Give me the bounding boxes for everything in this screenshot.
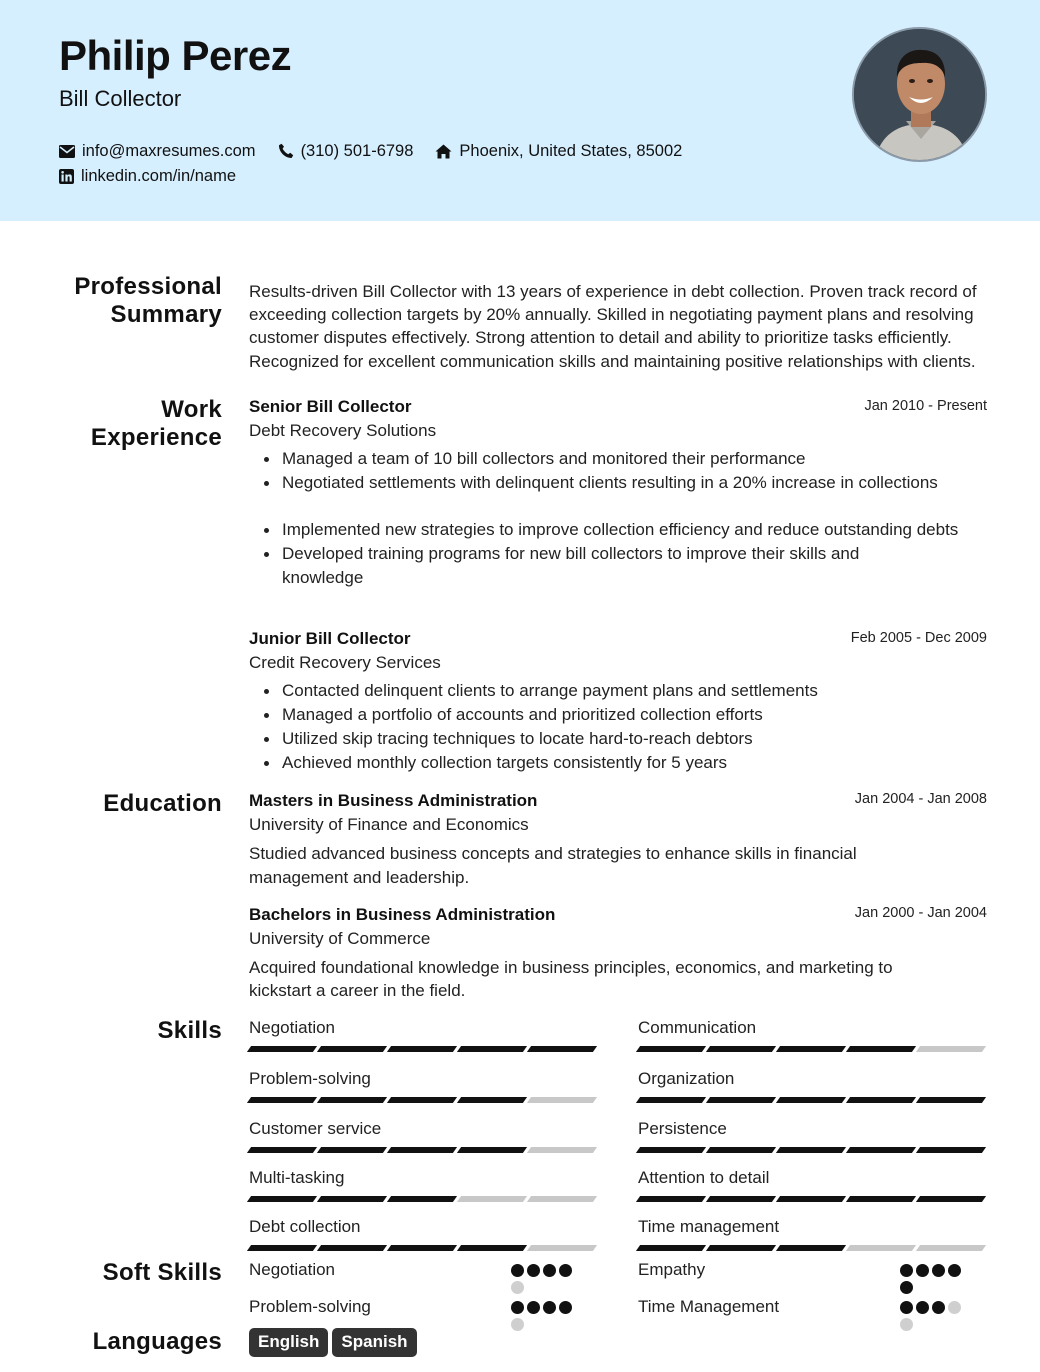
skill-bar-segment [776,1147,846,1153]
skill-bar-segment [636,1196,706,1202]
work-heading: Work Experience [90,396,222,451]
skill-bar-segment [387,1196,457,1202]
skill-bar-segment [706,1097,776,1103]
skill-level-bar [249,1245,599,1251]
list-item: Achieved monthly collection targets consistently for 5 years [262,751,987,775]
soft-skill-name: Problem-solving [249,1297,371,1316]
skill-name: Negotiation [249,1018,336,1037]
degree-title: Masters in Business Administration [249,791,538,810]
job-dates: Jan 2010 - Present [864,398,987,414]
skill-name: Persistence [638,1119,727,1138]
skill-bar-segment [387,1147,457,1153]
profile-photo [852,27,987,162]
skill-item [638,1119,988,1153]
soft-skill-name: Time Management [638,1297,780,1316]
list-item: Implemented new strategies to improve collection efficiency and reduce outstanding debts [262,518,987,542]
job-entry [249,629,987,775]
skill-bar-segment [846,1097,916,1103]
job-title: Junior Bill Collector [249,629,411,648]
rating-dot [543,1301,556,1314]
education-entry [249,905,987,1002]
skill-bar-segment [387,1097,457,1103]
skill-name: Problem-solving [249,1069,371,1088]
location-text: Phoenix, United States, 85002 [459,141,683,160]
skill-bar-segment [636,1245,706,1251]
skill-bar-segment [317,1147,387,1153]
skill-name: Attention to detail [638,1168,770,1187]
skill-bar-segment [636,1147,706,1153]
rating-dot [948,1301,961,1314]
languages-heading: Languages [92,1328,222,1355]
rating-dot [932,1264,945,1277]
skill-bar-segment [317,1245,387,1251]
skill-bar-segment [916,1196,986,1202]
skill-item [638,1217,988,1251]
skill-bar-segment [247,1097,317,1103]
skill-bar-segment [846,1046,916,1052]
soft-skill-rating [900,1301,975,1331]
soft-skill-name: Negotiation [249,1260,336,1279]
skill-item [638,1018,988,1052]
skill-level-bar [638,1097,988,1103]
skill-bar-segment [706,1046,776,1052]
email-contact[interactable] [59,142,256,161]
soft-skill-rating [511,1301,586,1331]
summary-heading: Professional Summary [74,273,222,328]
skill-bar-segment [846,1147,916,1153]
skills-heading: Skills [157,1017,222,1044]
skill-item [249,1119,599,1153]
rating-dot [916,1301,929,1314]
language-badge: English [249,1328,328,1357]
soft-skill-rating [900,1264,975,1294]
skill-item [249,1168,599,1202]
school-name: University of Commerce [249,929,431,948]
email-text: info@maxresumes.com [82,141,256,160]
linkedin-icon [59,169,74,184]
skill-bar-segment [527,1196,597,1202]
skill-level-bar [249,1046,599,1052]
candidate-title: Bill Collector [59,86,182,111]
skill-bar-segment [457,1196,527,1202]
degree-title: Bachelors in Business Administration [249,905,556,924]
skill-level-bar [638,1147,988,1153]
phone-text: (310) 501-6798 [300,141,414,160]
contact-info [59,139,704,189]
skill-bar-segment [457,1097,527,1103]
rating-dot [527,1264,540,1277]
education-entry [249,791,987,890]
rating-dot [900,1301,913,1314]
linkedin-contact[interactable] [59,167,236,186]
soft-skills-heading: Soft Skills [102,1259,222,1286]
skill-bar-segment [916,1245,986,1251]
skill-bar-segment [317,1196,387,1202]
job-bullets [262,447,987,590]
skill-bar-segment [706,1147,776,1153]
skill-bar-segment [247,1196,317,1202]
skill-bar-segment [317,1097,387,1103]
skill-bar-segment [706,1245,776,1251]
list-item: Managed a portfolio of accounts and prioritized collection efforts [262,703,987,727]
skill-bar-segment [457,1245,527,1251]
list-item: Negotiated settlements with delinquent clients resulting in a 20% increase in collections [262,471,987,495]
job-company: Credit Recovery Services [249,653,441,672]
skill-bar-segment [776,1245,846,1251]
skill-bar-segment [916,1097,986,1103]
skill-name: Multi-tasking [249,1168,345,1187]
skill-bar-segment [846,1245,916,1251]
skill-name: Organization [638,1069,735,1088]
education-dates: Jan 2000 - Jan 2004 [854,905,987,921]
rating-dot [511,1264,524,1277]
skill-bar-segment [247,1147,317,1153]
school-name: University of Finance and Economics [249,815,529,834]
skill-item [249,1217,599,1251]
skill-name: Communication [638,1018,757,1037]
soft-skill-rating [511,1264,586,1294]
skill-item [638,1069,988,1103]
list-item: Utilized skip tracing techniques to locate hard-to-reach debtors [262,727,987,751]
rating-dot [900,1264,913,1277]
home-icon [435,144,452,159]
list-item: Developed training programs for new bill collectors to improve their skills and knowledge [262,542,987,590]
rating-dot [932,1301,945,1314]
rating-dot [559,1264,572,1277]
education-dates: Jan 2004 - Jan 2008 [854,791,987,807]
skill-name: Debt collection [249,1217,361,1236]
list-item: Managed a team of 10 bill collectors and monitored their performance [262,447,987,471]
soft-skill-name: Empathy [638,1260,706,1279]
skill-item [249,1018,599,1052]
phone-contact[interactable] [278,142,414,161]
skill-level-bar [249,1147,599,1153]
skill-item [638,1168,988,1202]
skill-bar-segment [706,1196,776,1202]
linkedin-text: linkedin.com/in/name [81,166,236,185]
skill-bar-segment [387,1046,457,1052]
skill-bar-segment [527,1097,597,1103]
resume-header [0,0,1040,221]
education-heading: Education [103,790,222,817]
rating-dot [511,1301,524,1314]
skill-level-bar [638,1196,988,1202]
job-title: Senior Bill Collector [249,397,412,416]
rating-dot [559,1301,572,1314]
rating-dot [948,1264,961,1277]
skill-item [249,1069,599,1103]
job-bullets [262,679,987,775]
rating-dot [543,1264,556,1277]
skill-bar-segment [916,1046,986,1052]
skill-bar-segment [636,1097,706,1103]
skill-level-bar [249,1097,599,1103]
education-description: Studied advanced business concepts and strategies to enhance skills in financial management and leadership. [249,844,857,887]
rating-dot [511,1281,524,1294]
skill-bar-segment [527,1046,597,1052]
summary-text: Results-driven Bill Collector with 13 years of experience in debt collection. Proven track record of exceeding collection targets by 20% annually. Skilled in negotiating payment plans and resolving customer disputes effectively. Strong attention to detail and ability to prioritize tasks efficiently. Recognized for excellent communication skills and maintaining positive relationships with clients. [249,282,977,371]
language-badge: Spanish [332,1328,416,1357]
education-description: Acquired foundational knowledge in business principles, economics, and marketing to kickstart a career in the field. [249,958,893,1001]
skill-name: Customer service [249,1119,382,1138]
job-dates: Feb 2005 - Dec 2009 [850,630,987,646]
job-entry [249,397,987,590]
skill-bar-segment [776,1196,846,1202]
skill-bar-segment [846,1196,916,1202]
skill-bar-segment [387,1245,457,1251]
skill-bar-segment [317,1046,387,1052]
rating-dot [916,1264,929,1277]
skill-bar-segment [457,1147,527,1153]
envelope-icon [59,145,75,158]
skill-level-bar [638,1046,988,1052]
skill-bar-segment [527,1147,597,1153]
skill-bar-segment [916,1147,986,1153]
languages-list [249,1328,987,1357]
skill-bar-segment [457,1046,527,1052]
skill-level-bar [638,1245,988,1251]
skill-name: Time management [638,1217,780,1236]
job-company: Debt Recovery Solutions [249,421,437,440]
location-contact [435,142,682,161]
skill-bar-segment [636,1046,706,1052]
skill-bar-segment [247,1046,317,1052]
skill-bar-segment [776,1046,846,1052]
candidate-name: Philip Perez [59,32,292,79]
skill-bar-segment [247,1245,317,1251]
list-item: Contacted delinquent clients to arrange payment plans and settlements [262,679,987,703]
skill-bar-segment [527,1245,597,1251]
rating-dot [900,1281,913,1294]
phone-icon [278,143,294,159]
skill-level-bar [249,1196,599,1202]
skill-bar-segment [776,1097,846,1103]
rating-dot [527,1301,540,1314]
